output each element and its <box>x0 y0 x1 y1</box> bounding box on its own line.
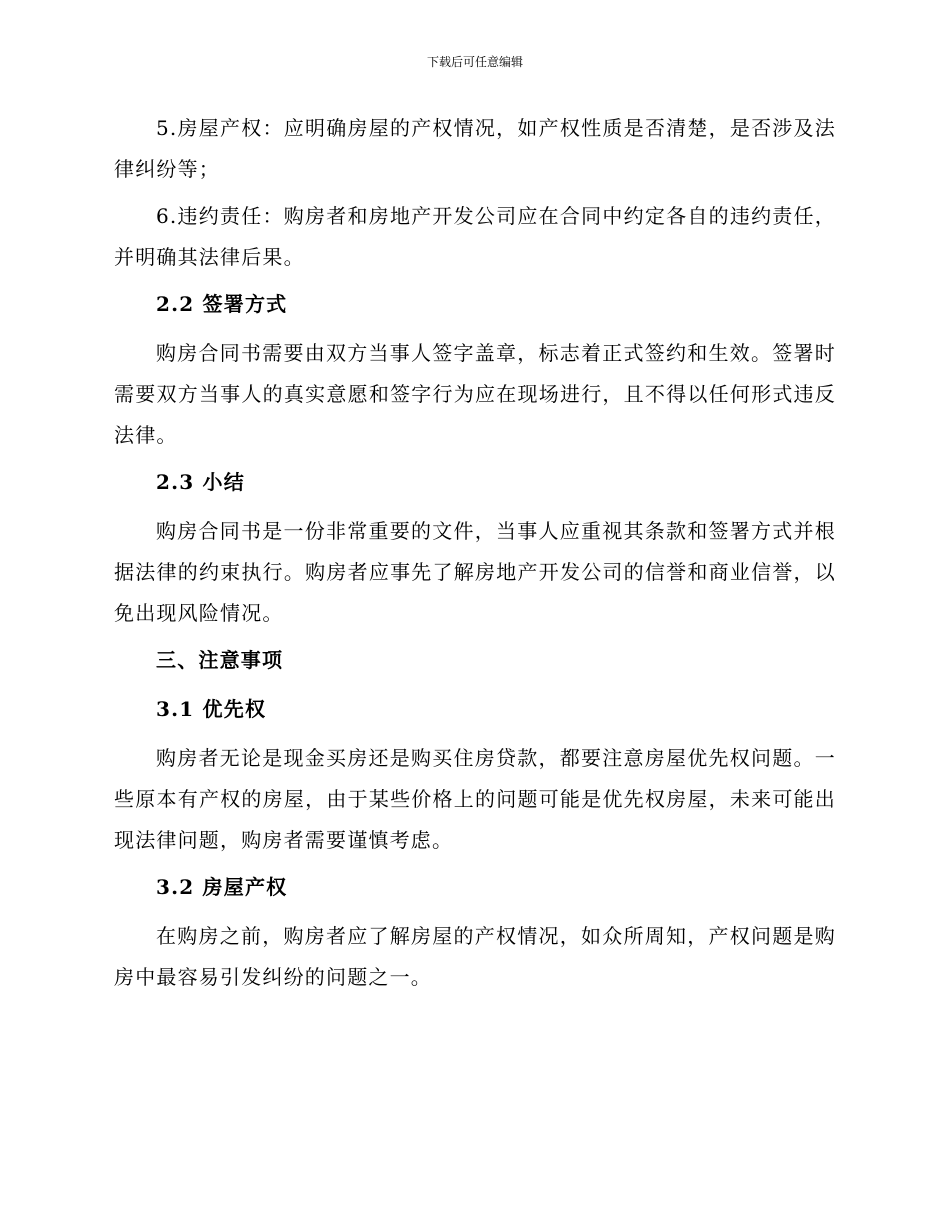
document-body <box>114 108 836 1004</box>
paragraph-house-property: 在购房之前，购房者应了解房屋的产权情况，如众所周知，产权问题是购房中最容易引发纠纷的问题之一。 <box>114 924 836 989</box>
paragraph-signing-method: 购房合同书需要由双方当事人签字盖章，标志着正式签约和生效。签署时需要双方当事人的真实意愿和签字行为应在现场进行，且不得以任何形式违反法律。 <box>114 341 836 447</box>
paragraph-summary: 购房合同书是一份非常重要的文件，当事人应重视其条款和签署方式并根据法律的约束执行。购房者应事先了解房地产开发公司的信誉和商业信誉，以免出现风险情况。 <box>114 519 836 625</box>
heading-notes: 三、注意事项 <box>156 648 284 672</box>
paragraph-priority-right: 购房者无论是现金买房还是购买住房贷款，都要注意房屋优先权问题。一些原本有产权的房屋，由于某些价格上的问题可能是优先权房屋，未来可能出现法律问题，购房者需要谨慎考虑。 <box>114 746 836 852</box>
heading-house-property: 3.2 房屋产权 <box>156 875 288 899</box>
heading-signing-method: 2.2 签署方式 <box>156 292 288 316</box>
paragraph-property-rights: 5.房屋产权：应明确房屋的产权情况，如产权性质是否清楚，是否涉及法律纠纷等； <box>114 116 836 181</box>
heading-priority-right: 3.1 优先权 <box>156 697 267 721</box>
heading-summary: 2.3 小结 <box>156 470 245 494</box>
page-header: 下载后可任意编辑 <box>426 55 523 69</box>
paragraph-breach-liability: 6.违约责任：购房者和房地产开发公司应在合同中约定各自的违约责任，并明确其法律后果。 <box>114 204 836 269</box>
